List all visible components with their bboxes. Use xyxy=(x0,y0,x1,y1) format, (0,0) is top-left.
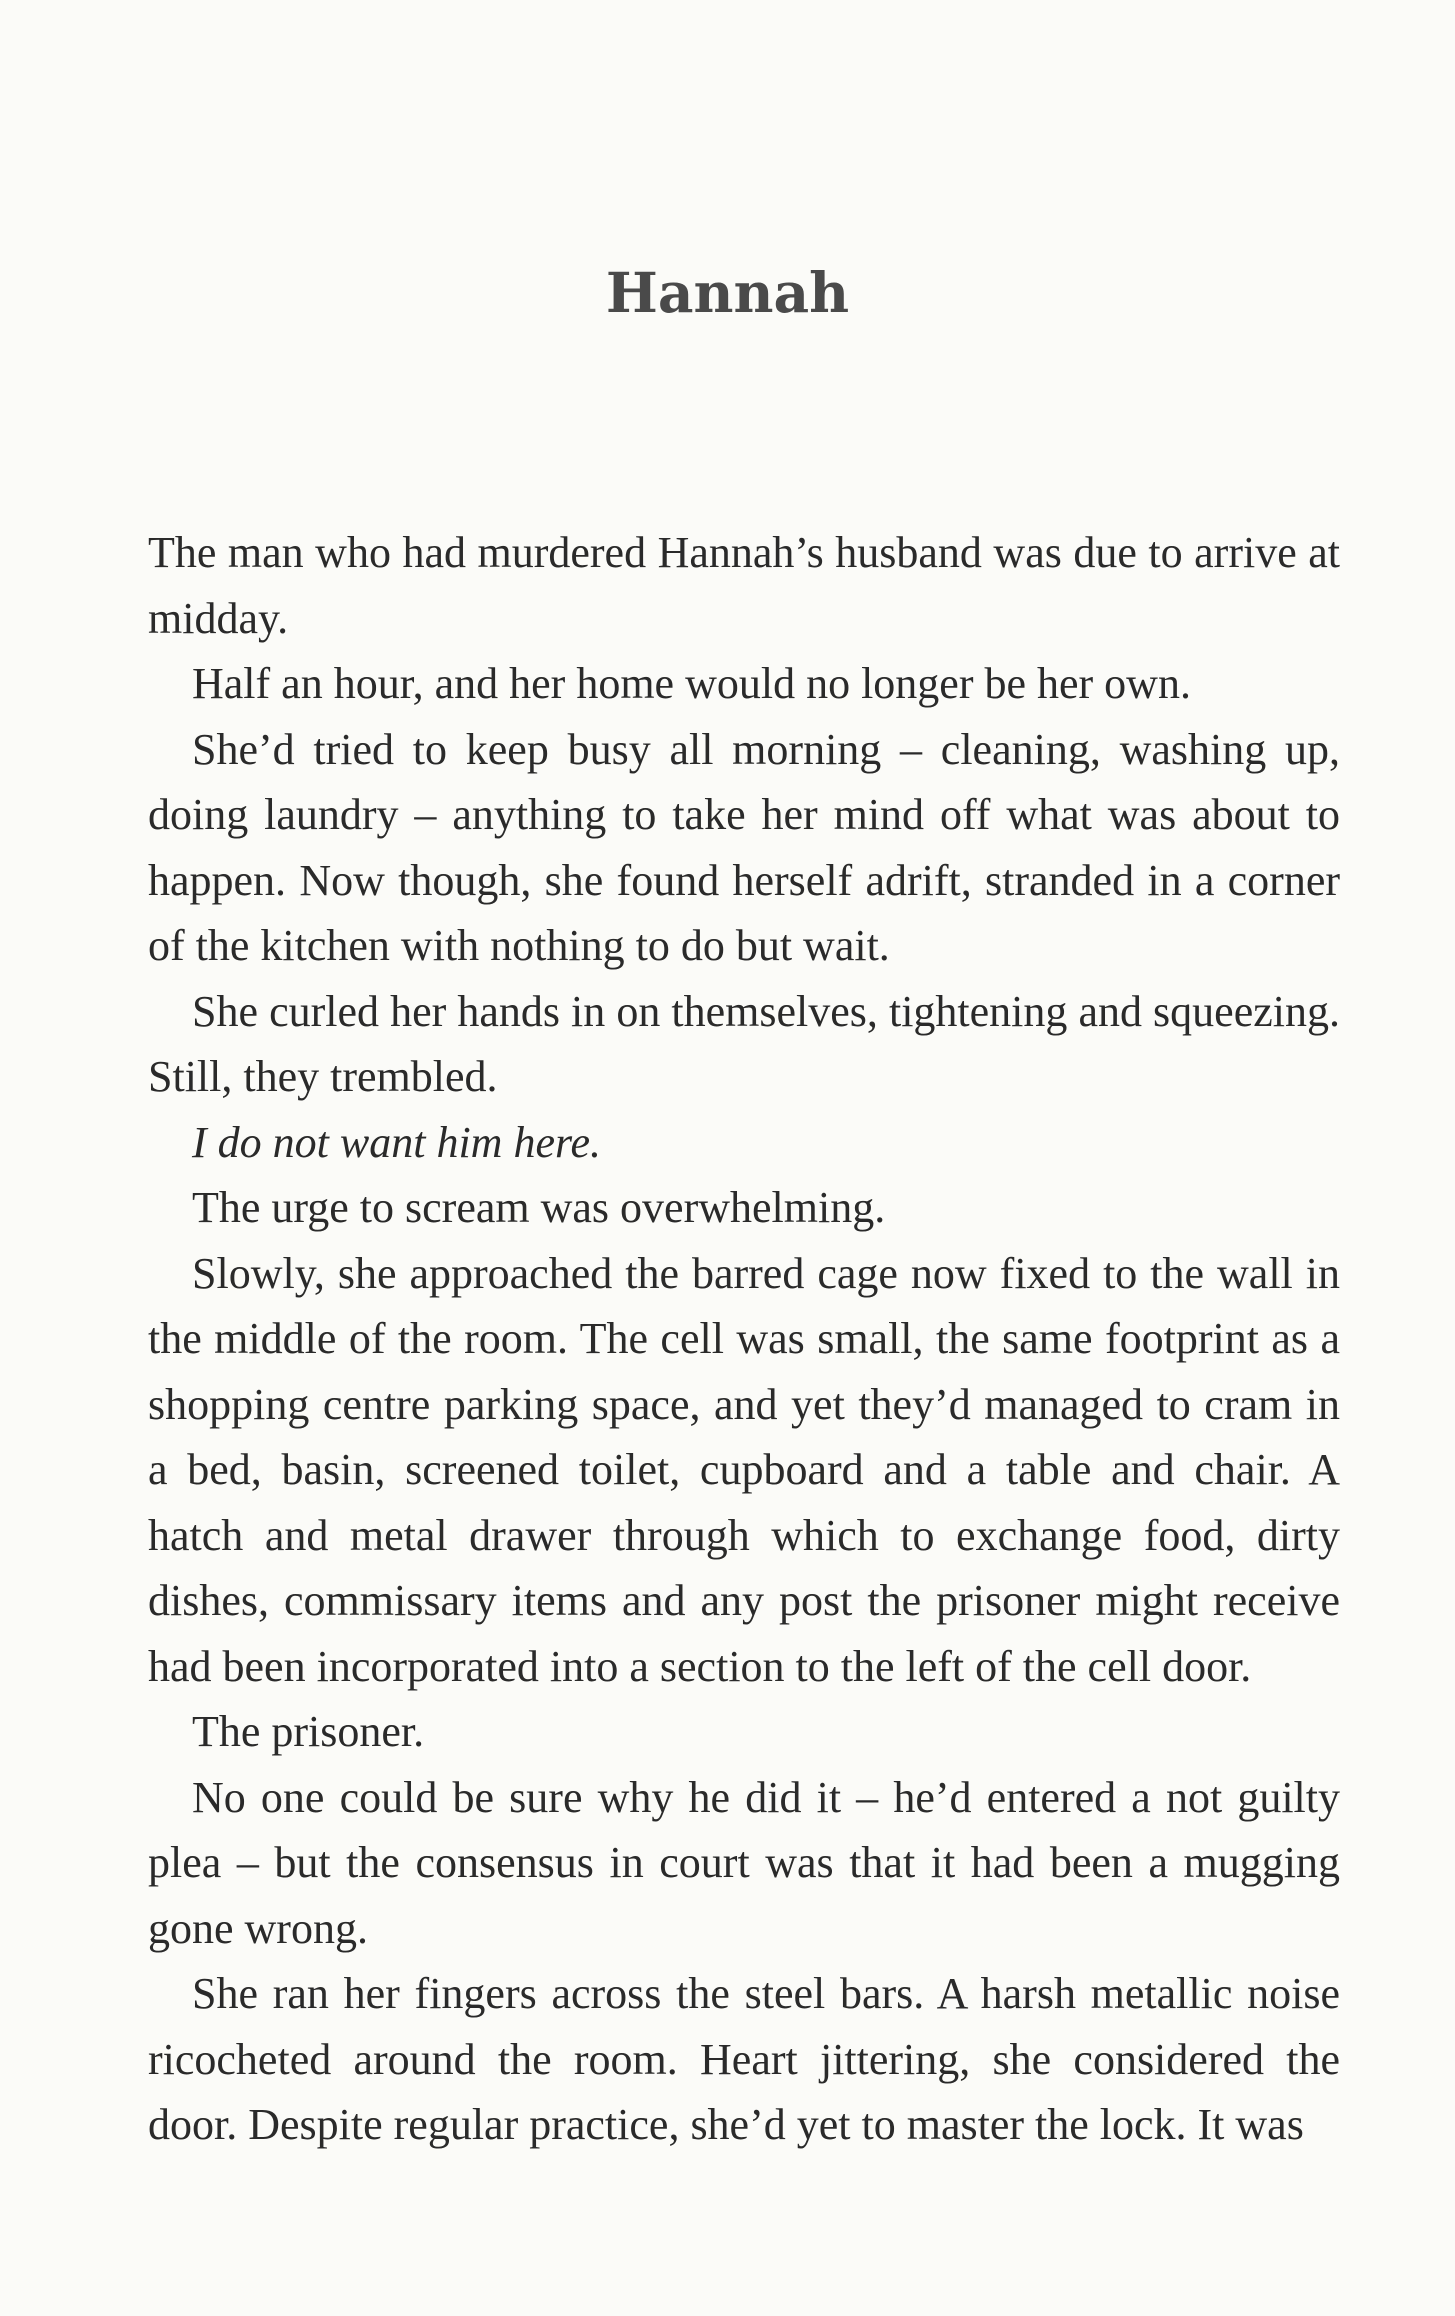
paragraph-4: She curled her hands in on themselves, tightening and squeezing. Still, they trembled. xyxy=(148,986,1340,1101)
paragraph-1: The man who had murdered Hannah’s husband was due to arrive at midday. xyxy=(148,528,1340,643)
paragraph-8: The prisoner. xyxy=(192,1707,425,1756)
chapter-title: Hannah xyxy=(605,260,850,325)
paragraph-7: Slowly, she approached the barred cage now fixed to the wall in the middle of the room. The cell was small, the same footprint as a shopping centre parking space, and yet they’d managed to cram in a bed, basin, screened toilet, cupboard and a table and chair. A hatch and metal drawer through which to exchange food, dirty dishes, commissary items and any post the prisoner might receive had been incorporated into a section to the left of the cell door. xyxy=(148,1248,1340,1691)
paragraph-9: No one could be sure why he did it – he’d entered a not guilty plea – but the consensus in court was that it had been a mugging gone wrong. xyxy=(148,1772,1340,1953)
paragraph-3: She’d tried to keep busy all morning – cleaning, washing up, doing laundry – anything to take her mind off what was about to happen. Now though, she found herself adrift, stranded in a corner of the kitchen with nothing to do but wait. xyxy=(148,724,1340,970)
paragraph-6: The urge to scream was overwhelming. xyxy=(192,1183,886,1232)
paragraph-10: She ran her fingers across the steel bars. A harsh metallic noise ricocheted around the room. Heart jittering, she considered the door. Despite regular practice, she’d yet to master the lock. It was xyxy=(148,1969,1340,2149)
paragraph-5-italic-thought: I do not want him here. xyxy=(192,1117,601,1167)
chapter-body xyxy=(148,520,1340,2158)
paragraph-2: Half an hour, and her home would no longer be her own. xyxy=(192,659,1191,708)
